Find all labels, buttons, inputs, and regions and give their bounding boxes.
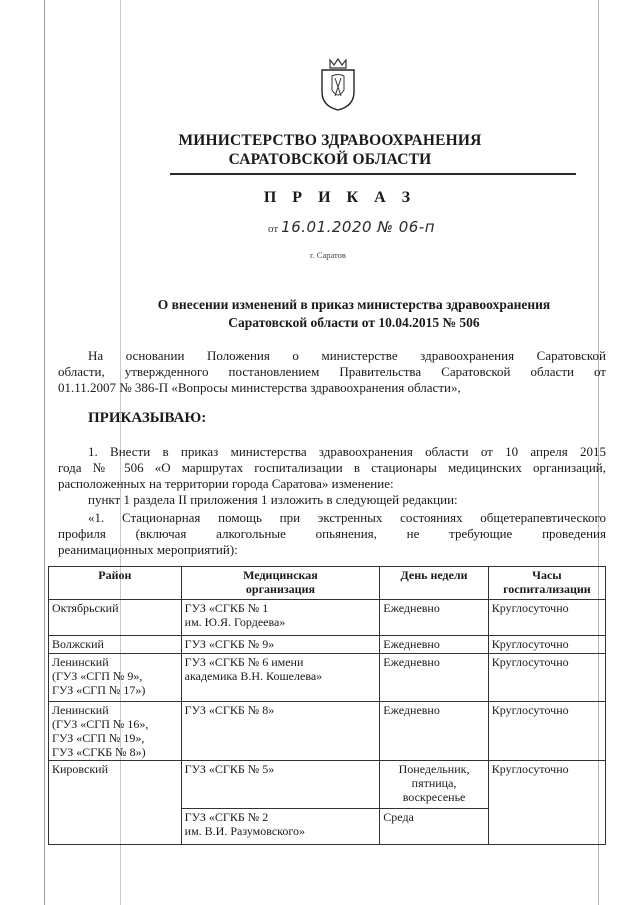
order-date-line (268, 218, 435, 236)
cell-organization: ГУЗ «СГКБ № 2 им. В.И. Разумовского» (181, 809, 380, 845)
item1-line2: года № 506 «О маршрутах госпитализации в стационары медицинских организаций, (58, 460, 606, 475)
coat-of-arms-icon (318, 56, 358, 112)
table-row (49, 654, 606, 702)
table-header-row (49, 567, 606, 600)
cell-day: Ежедневно (380, 636, 489, 654)
cell-day: Ежедневно (380, 654, 489, 702)
cell-day: Среда (380, 809, 489, 845)
subject-line1: О внесении изменений в приказ министерства здравоохранения (157, 297, 551, 312)
table-row (49, 702, 606, 761)
order-word: ПРИКАЗЫВАЮ: (88, 410, 207, 426)
cell-district: Волжский (49, 636, 182, 654)
cell-organization: ГУЗ «СГКБ № 8» (181, 702, 380, 761)
table-row (49, 761, 606, 809)
basis-line2: области, утвержденного постановлением Правительства Саратовской области от (58, 364, 606, 379)
hospitalization-routes-table (48, 566, 606, 845)
table-row (49, 600, 606, 636)
ministry-name-line2: САРАТОВСКОЙ ОБЛАСТИ (228, 151, 432, 168)
cell-district: Октябрьский (49, 600, 182, 636)
cell-day: Понедельник, пятница, воскресенье (380, 761, 489, 809)
item1-line4: пункт 1 раздела II приложения 1 изложить в следующей редакции: (88, 492, 458, 507)
cell-organization: ГУЗ «СГКБ № 1 им. Ю.Я. Гордеева» (181, 600, 380, 636)
cell-hours: Круглосуточно (488, 600, 605, 636)
cell-district: Кировский (49, 761, 182, 845)
document-type-title: П Р И К А З (263, 189, 417, 206)
cell-hours: Круглосуточно (488, 702, 605, 761)
item1-line1: 1. Внести в приказ министерства здравоохранения области от 10 апреля 2015 (88, 444, 606, 459)
cell-organization: ГУЗ «СГКБ № 5» (181, 761, 380, 809)
city-label: г. Саратов (310, 250, 346, 260)
subject-line2: Саратовской области от 10.04.2015 № 506 (228, 315, 480, 330)
date-prefix: от (268, 223, 279, 235)
handwritten-date-number: 16.01.2020 № 06-п (281, 218, 435, 236)
cell-organization: ГУЗ «СГКБ № 6 имени академика В.Н. Кошелева» (181, 654, 380, 702)
table-row (49, 636, 606, 654)
header-day: День недели (380, 567, 489, 600)
header-district: Район (49, 567, 182, 600)
cell-day: Ежедневно (380, 600, 489, 636)
header-hours: Часы госпитализации (488, 567, 605, 600)
cell-hours: Круглосуточно (488, 654, 605, 702)
cell-organization: ГУЗ «СГКБ № 9» (181, 636, 380, 654)
item1-line5: «1. Стационарная помощь при экстренных состояниях общетерапевтического (88, 510, 606, 525)
cell-hours: Круглосуточно (488, 761, 605, 845)
cell-district: Ленинский (ГУЗ «СГП № 16», ГУЗ «СГП № 19», ГУЗ «СГКБ № 8») (49, 702, 182, 761)
cell-day: Ежедневно (380, 702, 489, 761)
basis-line1: На основании Положения о министерстве здравоохранения Саратовской (88, 348, 606, 363)
scan-edge-left (44, 0, 45, 905)
header-organization: Медицинская организация (181, 567, 380, 600)
header-divider (170, 173, 576, 175)
ministry-name-line1: МИНИСТЕРСТВО ЗДРАВООХРАНЕНИЯ (178, 132, 482, 149)
cell-hours: Круглосуточно (488, 636, 605, 654)
cell-district: Ленинский (ГУЗ «СГП № 9», ГУЗ «СГП № 17») (49, 654, 182, 702)
item1-line6: профиля (включая алкогольные опьянения, не требующие проведения (58, 526, 606, 541)
basis-line3: 01.11.2007 № 386-П «Вопросы министерства здравоохранения области», (58, 380, 461, 395)
item1-line7: реанимационных мероприятий): (58, 542, 238, 557)
item1-line3: расположенных на территории города Саратова» изменение: (58, 476, 394, 491)
